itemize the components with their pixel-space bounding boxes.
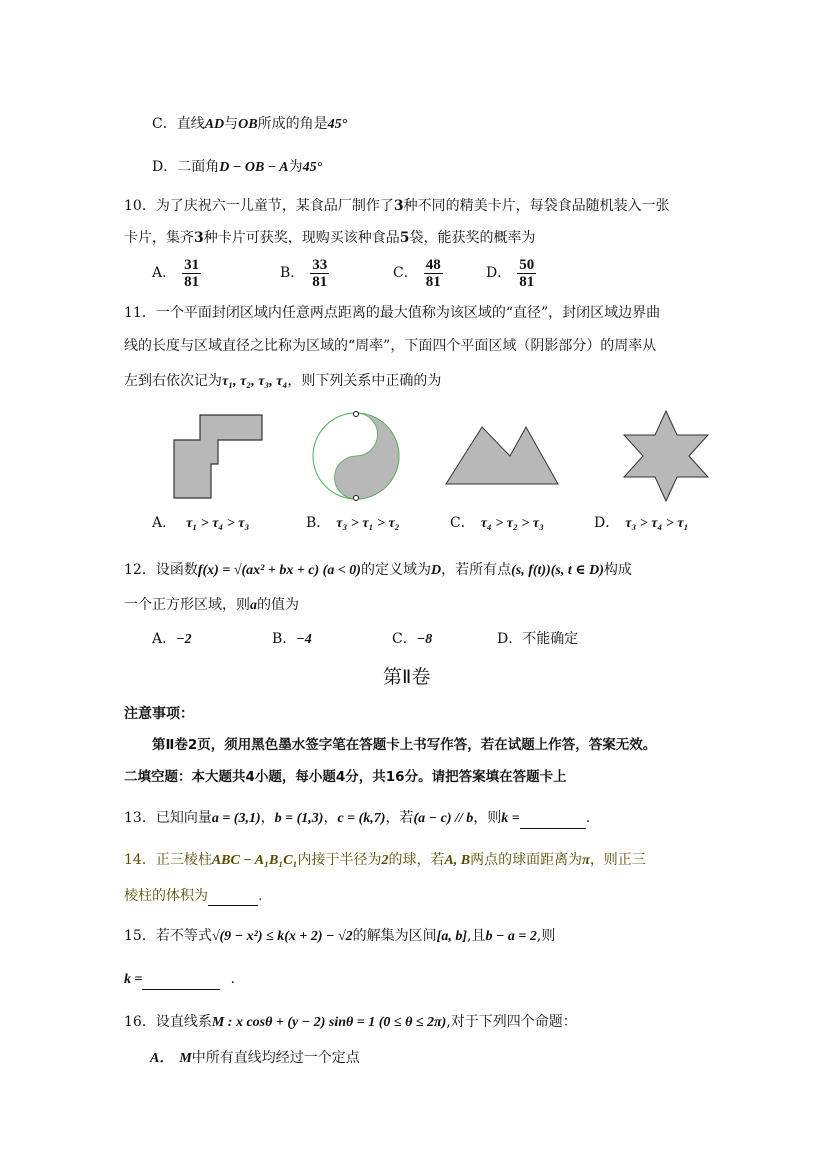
figure-hexagram	[620, 408, 712, 504]
answer-blank[interactable]	[142, 973, 220, 990]
q11-line1: 11．一个平面封闭区域内任意两点距离的最大值称为该区域的“直径”，封闭区域边界曲	[124, 305, 661, 321]
q12-option-b: B．−4	[272, 631, 312, 647]
q15-line1: 15．若不等式√(9 − x²) ≤ k(x + 2) − √2的解集为区间[a, b],且b − a = 2,则	[124, 928, 556, 944]
answer-blank[interactable]	[208, 889, 258, 906]
q14-line1: 14．正三棱柱ABC − A₁B₁C₁内接于半径为2的球，若A, B两点的球面距离为π，则正三	[124, 852, 646, 868]
notice-instructions: 第Ⅱ卷2页，须用黑色墨水签字笔在答题卡上书写作答，若在试题上作答，答案无效。	[152, 737, 657, 753]
q12-option-c: C．−8	[392, 631, 433, 647]
q11-option-b: B． τ₃ > τ₁ > τ₂	[306, 515, 400, 531]
answer-blank[interactable]	[520, 812, 586, 829]
q11-line2: 线的长度与区域直径之比称为区域的“周率”，下面四个平面区域（阴影部分）的周率从	[124, 338, 657, 354]
q10-line1: 10．为了庆祝六一儿童节，某食品厂制作了3种不同的精美卡片，每袋食品随机装入一张	[124, 198, 670, 214]
math: 45°	[327, 117, 348, 132]
q9-option-c: C．直线AD与OB所成的角是45°	[152, 116, 348, 132]
math: D − OB − A	[219, 160, 289, 175]
math: 45°	[302, 160, 323, 175]
q13: 13．已知向量a = (3,1)，b = (1,3)，c = (k,7)，若(a − c) // b，则k = .	[124, 808, 590, 829]
q10-option-d: D． $\frac{50}{81}$	[486, 256, 535, 290]
q11-line3: 左到右依次记为τ₁, τ₂, τ₃, τ₄，则下列关系中正确的为	[124, 373, 442, 389]
q16-line1: 16．设直线系M : x cosθ + (y − 2) sinθ = 1 (0 ≤ θ ≤ 2π),对于下列四个命题：	[124, 1014, 577, 1030]
q11-option-d: D． τ₃ > τ₄ > τ₁	[594, 515, 689, 531]
q10-option-b: B． $\frac{33}{81}$	[280, 256, 328, 290]
q11-option-a: A． τ₁ > τ₄ > τ₃	[152, 515, 250, 531]
q12-option-d: D．不能确定	[497, 631, 579, 647]
q15-line2: k = .	[124, 969, 235, 990]
math: AD	[204, 117, 225, 132]
math: OB	[238, 117, 258, 132]
q10-option-a: A． $\frac{31}{81}$	[152, 256, 200, 290]
q9-option-d: D．二面角D − OB − A为45°	[152, 159, 323, 175]
q12-option-a: A．−2	[152, 631, 192, 647]
q11-option-c: C． τ₄ > τ₂ > τ₃	[450, 515, 544, 531]
q10-line2: 卡片，集齐3种卡片可获奖，现购买该种食品5袋，能获奖的概率为	[124, 230, 536, 246]
figure-mountains	[444, 424, 560, 486]
q14-line2: 棱柱的体积为 .	[124, 888, 263, 904]
notice-heading: 注意事项：	[124, 706, 194, 722]
section-title: 第Ⅱ卷	[383, 666, 431, 688]
q12-line2: 一个正方形区域，则a的值为	[124, 597, 299, 613]
figure-yinyang	[310, 410, 402, 502]
q10-option-c: C． $\frac{48}{81}$	[393, 256, 441, 290]
q16-item-a: A． M中所有直线均经过一个定点	[150, 1050, 360, 1066]
fill-in-header: 二填空题：本大题共4小题，每小题4分，共16分。请把答案填在答题卡上	[124, 769, 567, 785]
q12-line1: 12．设函数f(x) = √(ax² + bx + c) (a < 0)的定义域为D，若所有点(s, f(t))(s, t ∈ D)构成	[124, 562, 632, 578]
figure-staircase	[170, 412, 266, 502]
